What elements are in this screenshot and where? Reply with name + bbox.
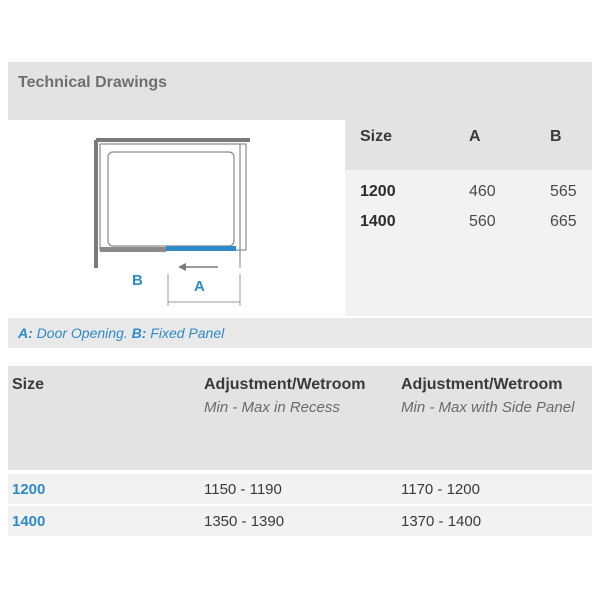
adj-col1-subtitle: Min - Max in Recess — [204, 399, 340, 416]
adj-row-recess: 1350 - 1390 — [204, 513, 285, 530]
adj-col2-title: Adjustment/Wetroom — [401, 376, 563, 393]
adj-col1-title: Adjustment/Wetroom — [204, 376, 366, 393]
legend — [18, 325, 224, 341]
col-a-header: A — [469, 128, 481, 145]
shower-plan-diagram — [88, 128, 258, 308]
col-size-header: Size — [360, 128, 393, 145]
technical-drawing — [88, 128, 258, 308]
row-size: 1200 — [360, 183, 396, 200]
legend-b-text: Fixed Panel — [150, 325, 225, 341]
col-b-header: B — [550, 128, 562, 145]
adj-row-recess: 1150 - 1190 — [204, 481, 282, 498]
legend-a-text: Door Opening. — [36, 325, 128, 341]
row-b-value: 565 — [550, 183, 577, 200]
adj-row-side-panel: 1370 - 1400 — [401, 513, 482, 530]
fixed-panel — [100, 247, 166, 252]
row-a-value: 560 — [469, 213, 496, 230]
section-title: Technical Drawings — [18, 74, 168, 91]
arrow-head — [178, 263, 186, 271]
row-a-value: 460 — [469, 183, 496, 200]
row-b-value: 665 — [550, 213, 577, 230]
legend-a-key: A: — [18, 325, 33, 341]
row-size: 1400 — [360, 213, 396, 230]
legend-b-key: B: — [131, 325, 147, 341]
table-row — [8, 506, 592, 536]
sliding-door — [166, 246, 236, 251]
adj-col-size-header: Size — [12, 376, 45, 393]
size-table — [345, 118, 592, 316]
table-row — [8, 474, 592, 504]
label-a: A — [194, 278, 205, 295]
adj-row-side-panel: 1170 - 1200 — [401, 481, 480, 498]
outer-frame — [100, 144, 246, 250]
adj-col2-subtitle: Min - Max with Side Panel — [401, 399, 575, 416]
shower-tray — [108, 152, 234, 246]
label-b: B — [132, 272, 143, 289]
adj-row-size: 1400 — [12, 513, 46, 530]
adj-row-size: 1200 — [12, 481, 46, 498]
